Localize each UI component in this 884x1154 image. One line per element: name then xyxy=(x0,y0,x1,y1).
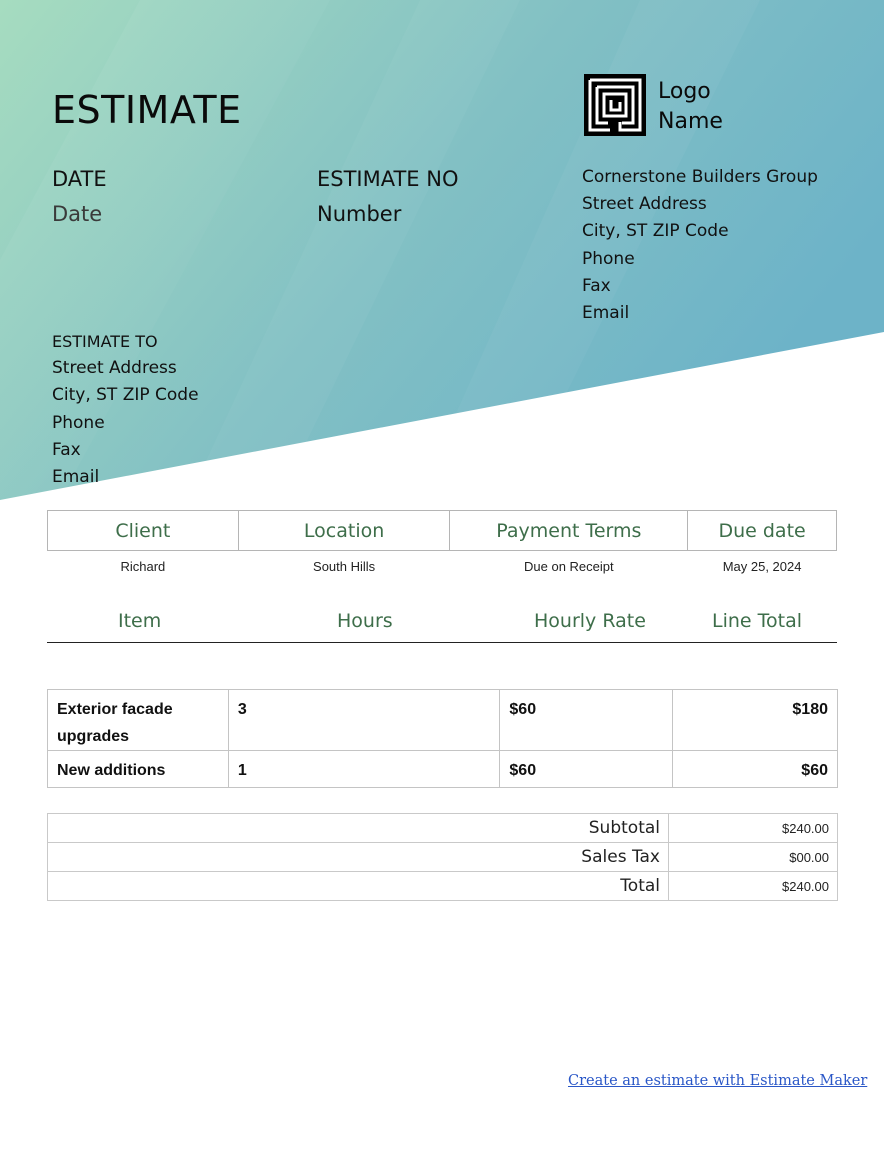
payment-terms-header: Payment Terms xyxy=(450,511,688,551)
sales-tax-row xyxy=(48,843,838,872)
company-email: Email xyxy=(582,303,630,324)
location-value[interactable]: South Hills xyxy=(313,558,376,574)
line-total-cell[interactable]: $180 xyxy=(673,690,838,751)
info-header-row xyxy=(48,511,837,551)
subtotal-label: Subtotal xyxy=(48,814,669,843)
estimate-to-phone: Phone xyxy=(52,412,105,433)
total-row xyxy=(48,872,838,901)
due-date-header: Due date xyxy=(688,511,837,551)
date-value[interactable]: Date xyxy=(52,202,103,226)
estimate-to-email: Email xyxy=(52,467,100,488)
hourly-rate-column-header: Hourly Rate xyxy=(534,610,646,632)
document-title: ESTIMATE xyxy=(52,88,242,132)
sales-tax-value[interactable]: $00.00 xyxy=(669,843,838,872)
due-date-value[interactable]: May 25, 2024 xyxy=(722,558,802,574)
sales-tax-label: Sales Tax xyxy=(48,843,669,872)
company-phone: Phone xyxy=(582,248,635,269)
estimate-to-street: Street Address xyxy=(52,358,177,379)
rate-cell[interactable]: $60 xyxy=(500,751,673,788)
company-street: Street Address xyxy=(582,194,707,215)
company-info xyxy=(582,164,818,327)
estimate-to-block xyxy=(52,328,199,491)
estimate-number-value[interactable]: Number xyxy=(317,202,402,226)
estimate-maker-link[interactable]: Create an estimate with Estimate Maker xyxy=(568,1073,868,1089)
hours-cell[interactable]: 1 xyxy=(228,751,500,788)
item-column-header: Item xyxy=(118,610,162,632)
total-value: $240.00 xyxy=(669,872,838,901)
table-row xyxy=(48,690,838,751)
total-label: Total xyxy=(48,872,669,901)
estimate-number-label: ESTIMATE NO xyxy=(317,167,459,191)
location-header: Location xyxy=(238,511,450,551)
info-value-row xyxy=(48,551,837,582)
date-label: DATE xyxy=(52,167,107,191)
client-header: Client xyxy=(48,511,239,551)
item-cell[interactable]: New additions xyxy=(48,751,229,788)
hours-column-header: Hours xyxy=(337,610,393,632)
subtotal-value: $240.00 xyxy=(669,814,838,843)
items-table xyxy=(47,689,838,788)
company-fax: Fax xyxy=(582,275,611,296)
logo-line-1: Logo xyxy=(658,79,711,104)
item-cell[interactable]: Exterior facade upgrades xyxy=(48,690,229,751)
estimate-to-label: ESTIMATE TO xyxy=(52,332,158,351)
estimate-to-fax: Fax xyxy=(52,439,81,460)
info-table xyxy=(47,510,837,581)
items-header xyxy=(47,602,837,643)
maze-logo-icon xyxy=(584,74,646,136)
subtotal-row xyxy=(48,814,838,843)
totals-table xyxy=(47,813,838,901)
line-total-cell[interactable]: $60 xyxy=(673,751,838,788)
rate-cell[interactable]: $60 xyxy=(500,690,673,751)
logo-name xyxy=(658,77,723,137)
estimate-to-city: City, ST ZIP Code xyxy=(52,385,199,406)
company-city: City, ST ZIP Code xyxy=(582,221,729,242)
hours-cell[interactable]: 3 xyxy=(228,690,500,751)
company-name: Cornerstone Builders Group xyxy=(582,167,818,187)
logo-line-2: Name xyxy=(658,109,723,134)
payment-terms-value[interactable]: Due on Receipt xyxy=(524,558,614,574)
line-total-column-header: Line Total xyxy=(712,610,803,632)
client-value[interactable]: Richard xyxy=(120,558,166,574)
table-row xyxy=(48,751,838,788)
